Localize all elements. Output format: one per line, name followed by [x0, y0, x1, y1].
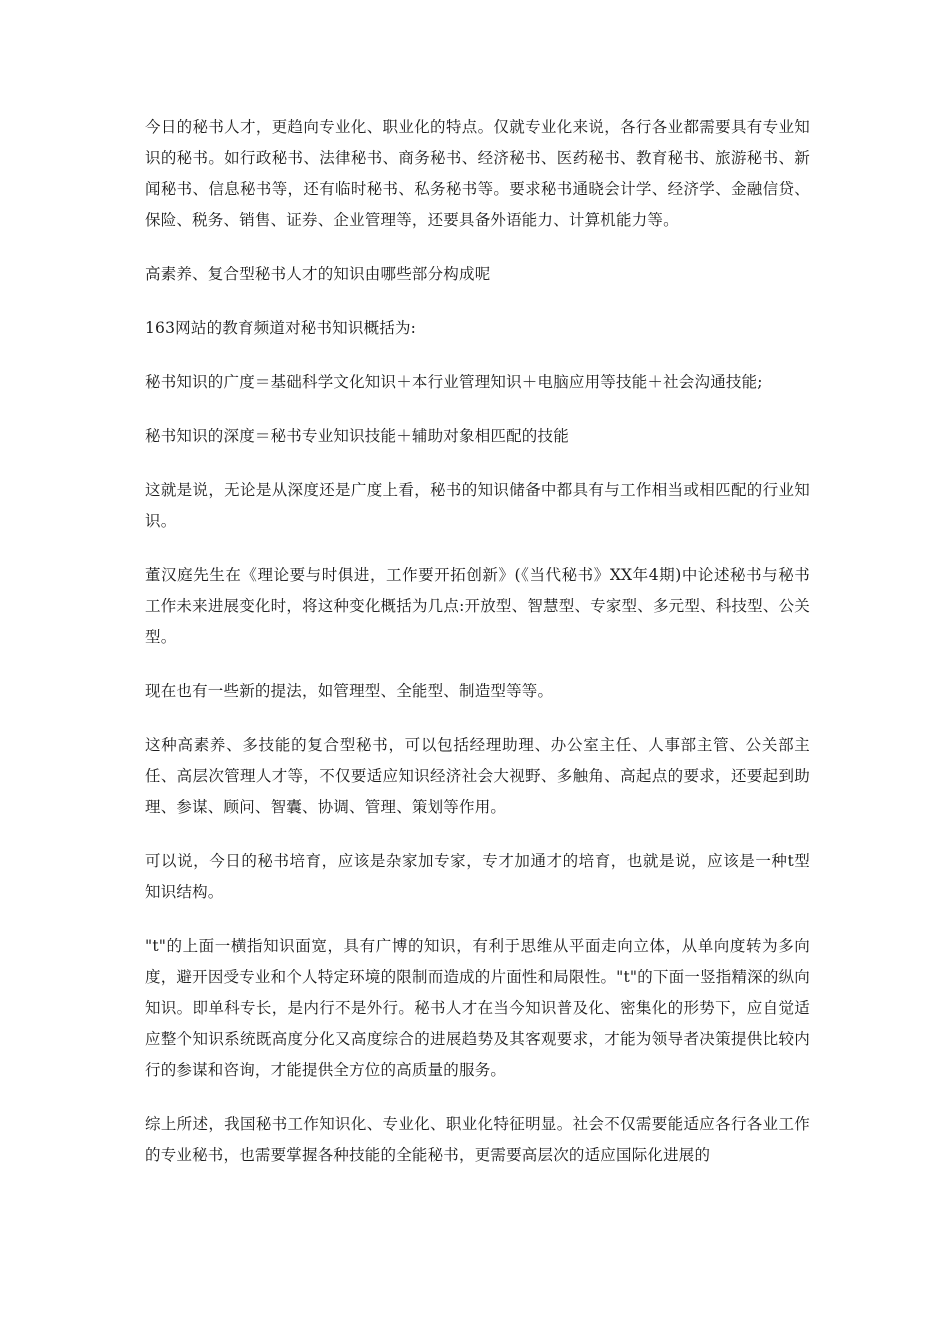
document-body: [145, 112, 810, 1194]
paragraph-11: "t"的上面一横指知识面宽，具有广博的知识，有利于思维从平面走向立体，从单向度转为多向度，避开因受专业和个人特定环境的限制而造成的片面性和局限性。"t"的下面一竖指精深的纵向知识。即单科专长，是内行不是外行。秘书人才在当今知识普及化、密集化的形势下，应自觉适应整个知识系统既高度分化又高度综合的进展趋势及其客观要求，才能为领导者决策提供比较内行的参谋和咨询，才能提供全方位的高质量的服务。: [145, 937, 810, 1079]
paragraph-3: 163网站的教育频道对秘书知识概括为:: [145, 319, 417, 337]
paragraph-9: 这种高素养、多技能的复合型秘书，可以包括经理助理、办公室主任、人事部主管、公关部主任、高层次管理人才等，不仅要适应知识经济社会大视野、多触角、高起点的要求，还要起到助理、参谋、顾问、智囊、协调、管理、策划等作用。: [145, 736, 810, 816]
paragraph-4: 秘书知识的广度＝基础科学文化知识＋本行业管理知识＋电脑应用等技能＋社会沟通技能;: [145, 373, 763, 391]
paragraph-10: 可以说，今日的秘书培育，应该是杂家加专家，专才加通才的培育，也就是说，应该是一种t型知识结构。: [145, 852, 810, 901]
paragraph-8: 现在也有一些新的提法，如管理型、全能型、制造型等等。: [145, 682, 554, 700]
paragraph-2: 高素养、复合型秘书人才的知识由哪些部分构成呢: [145, 265, 491, 283]
paragraph-5: 秘书知识的深度＝秘书专业知识技能＋辅助对象相匹配的技能: [145, 427, 569, 445]
paragraph-7: 董汉庭先生在《理论要与时俱进，工作要开拓创新》(《当代秘书》XX年4期)中论述秘书与秘书工作未来进展变化时，将这种变化概括为几点:开放型、智慧型、专家型、多元型、科技型、公关型。: [145, 566, 810, 646]
paragraph-12: 综上所述，我国秘书工作知识化、专业化、职业化特征明显。社会不仅需要能适应各行各业工作的专业秘书，也需要掌握各种技能的全能秘书，更需要高层次的适应国际化进展的: [145, 1115, 810, 1164]
paragraph-6: 这就是说，无论是从深度还是广度上看，秘书的知识储备中都具有与工作相当或相匹配的行业知识。: [145, 481, 810, 530]
paragraph-1: 今日的秘书人才，更趋向专业化、职业化的特点。仅就专业化来说，各行各业都需要具有专业知识的秘书。如行政秘书、法律秘书、商务秘书、经济秘书、医药秘书、教育秘书、旅游秘书、新闻秘书、信息秘书等，还有临时秘书、私务秘书等。要求秘书通晓会计学、经济学、金融信贷、保险、税务、销售、证券、企业管理等，还要具备外语能力、计算机能力等。: [145, 118, 810, 229]
